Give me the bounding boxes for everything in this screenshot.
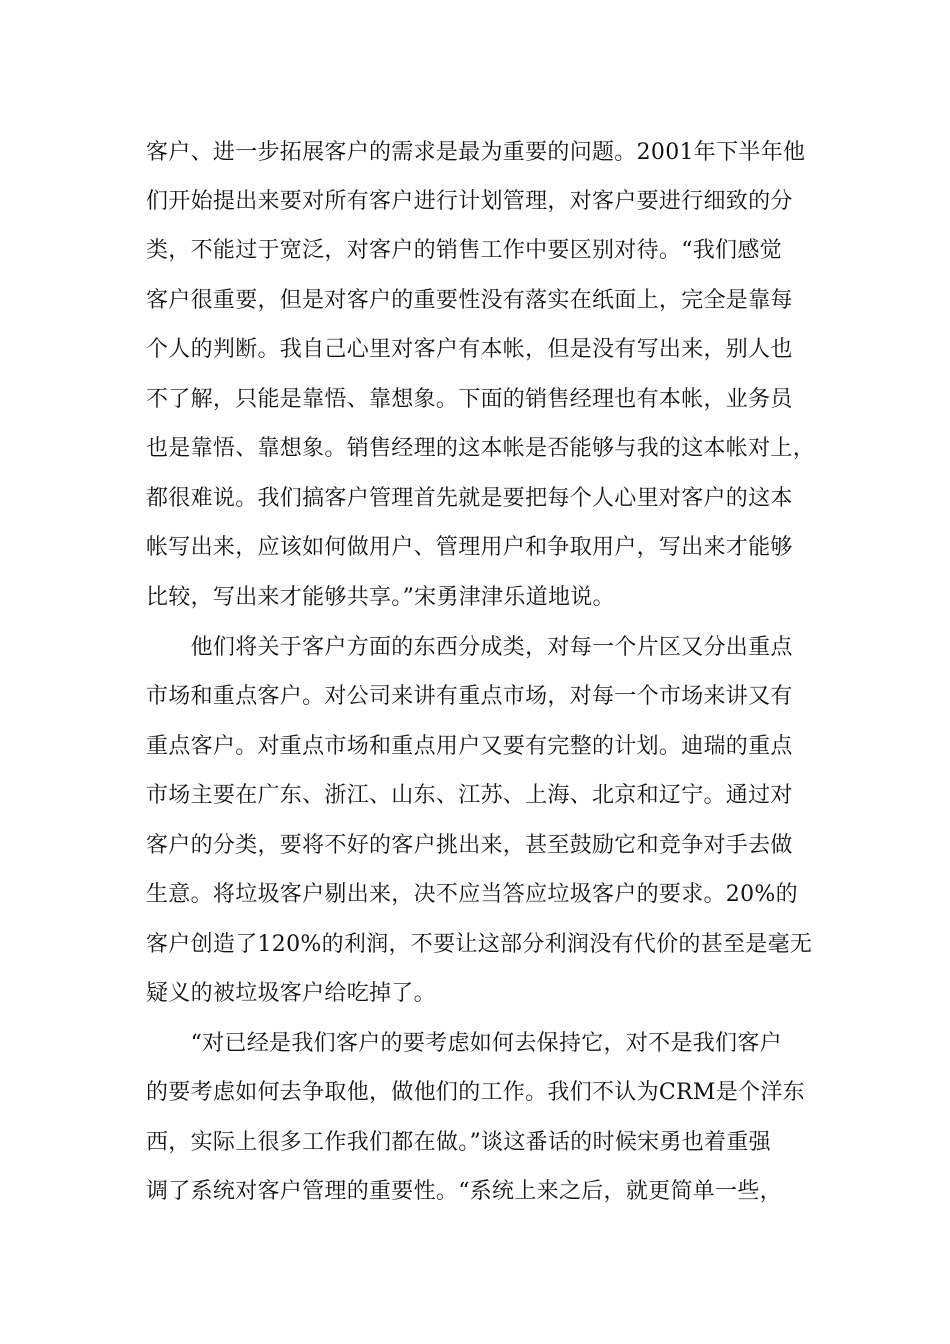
text-line: 客户、进一步拓展客户的需求是最为重要的问题。2001年下半年他	[146, 140, 806, 165]
text-line: 市场主要在广东、浙江、山东、江苏、上海、北京和辽宁。通过对	[146, 783, 793, 808]
text-line: 客户很重要，但是对客户的重要性没有落实在纸面上，完全是靠每	[146, 288, 793, 313]
text-line: 市场和重点客户。对公司来讲有重点市场，对每一个市场来讲又有	[146, 684, 793, 709]
text-line: 客户创造了120%的利润，不要让这部分利润没有代价的甚至是毫无	[146, 932, 813, 957]
text-line: 生意。将垃圾客户剔出来，决不应当答应垃圾客户的要求。20%的	[146, 882, 798, 907]
text-line: 个人的判断。我自己心里对客户有本帐，但是没有写出来，别人也	[146, 337, 793, 362]
paragraph-start-line: “对已经是我们客户的要考虑如何去保持它，对不是我们客户	[146, 1031, 782, 1056]
text-line: 比较，写出来才能够共享。”宋勇津津乐道地说。	[146, 585, 615, 610]
text-line: 西，实际上很多工作我们都在做。”谈这番话的时候宋勇也着重强	[146, 1130, 771, 1155]
text-line: 调了系统对客户管理的重要性。“系统上来之后，就更简单一些，	[146, 1179, 782, 1204]
text-line: 不了解，只能是靠悟、靠想象。下面的销售经理也有本帐，业务员	[146, 387, 793, 412]
paragraph-start-line: 他们将关于客户方面的东西分成类，对每一个片区又分出重点	[146, 635, 793, 660]
text-line: 们开始提出来要对所有客户进行计划管理，对客户要进行细致的分	[146, 189, 793, 214]
text-line: 客户的分类，要将不好的客户挑出来，甚至鼓励它和竞争对手去做	[146, 833, 793, 858]
text-line: 重点客户。对重点市场和重点用户又要有完整的计划。迪瑞的重点	[146, 734, 793, 759]
text-line: 都很难说。我们搞客户管理首先就是要把每个人心里对客户的这本	[146, 486, 793, 511]
text-line: 类，不能过于宽泛，对客户的销售工作中要区别对待。“我们感觉	[146, 238, 782, 263]
text-line: 也是靠悟、靠想象。销售经理的这本帐是否能够与我的这本帐对上，	[146, 436, 816, 461]
text-line: 帐写出来，应该如何做用户、管理用户和争取用户，写出来才能够	[146, 535, 793, 560]
text-line: 的要考虑如何去争取他，做他们的工作。我们不认为CRM是个洋东	[146, 1080, 805, 1105]
text-line: 疑义的被垃圾客户给吃掉了。	[146, 981, 436, 1006]
